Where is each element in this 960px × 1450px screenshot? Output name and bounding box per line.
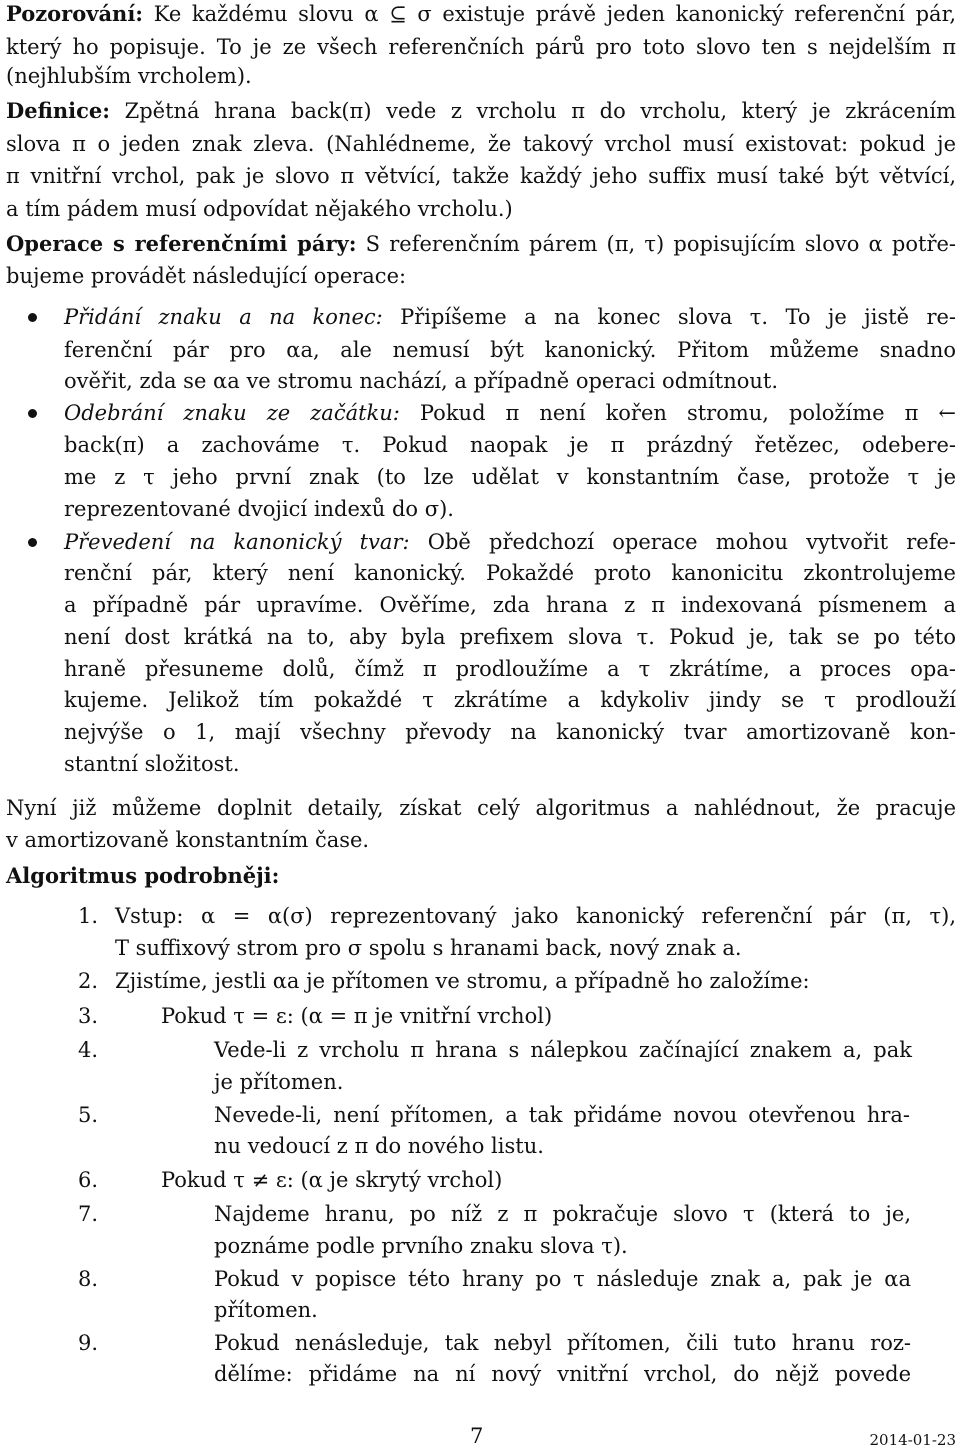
bullet-3-line-3: a případně pár upravíme. Ověříme, zda hrana z π indexovaná písmenem a [64,593,956,617]
operace-title: Operace s referenčními páry: [6,231,357,256]
step-4-line-2: je přítomen. [214,1070,344,1094]
bullet-3-term: Převedení na kanonický tvar: [64,530,410,554]
step-8-line-2: přítomen. [214,1298,318,1322]
step-3-line-1: Pokud τ = ε: (α = π je vnitřní vrchol) [161,1004,553,1028]
bullet-1-line-3: ověřit, zda se αa ve stromu nachází, a případně operaci odmítnout. [64,369,779,393]
step-number: 4. [78,1038,99,1062]
bullet-3-line-8: stantní složitost. [64,752,240,776]
step-7-line-1: Najdeme hranu, po níž z π pokračuje slovo τ (která to je, [214,1202,911,1226]
definice-line-3: π vnitřní vrchol, pak je slovo π větvící, takže každý jeho suffix musí také být větvící, [6,164,956,188]
step-2-line-1: Zjistíme, jestli αa je přítomen ve stromu, a případně ho založíme: [115,969,810,993]
bullet-3-line-7: nejvýše o 1, mají všechny převody na kanonický tvar amortizovaně kon- [64,720,956,744]
nyni-line-1: Nyní již můžeme doplnit detaily, získat celý algoritmus a nahlédnout, že pracuje [6,796,956,820]
bullet-1-term: Přidání znaku a na konec: [64,305,383,329]
step-number: 2. [78,969,99,993]
footer-date: 2014-01-23 [869,1431,956,1449]
definice-title: Definice: [6,98,110,123]
step-9-line-2: dělíme: přidáme na ní nový vnitřní vrchol, do nějž povede [214,1362,911,1386]
page-number: 7 [470,1424,484,1448]
step-number: 6. [78,1168,99,1192]
bullet-dot [28,538,37,547]
definice-line-2: slova π o jeden znak zleva. (Nahlédneme, že takový vrchol musí existovat: pokud je [6,132,956,156]
step-1-line-1: Vstup: α = α(σ) reprezentovaný jako kanonický referenční pár (π, τ), [115,904,956,928]
definice-line-4: a tím pádem musí odpovídat nějakého vrcholu.) [6,197,513,221]
step-9-line-1: Pokud nenásleduje, tak nebyl přítomen, čili tuto hranu roz- [214,1331,911,1355]
step-number: 3. [78,1004,99,1028]
bullet-3-line-5: hraně přesuneme dolů, čímž π prodloužíme a τ zkrátíme, a proces opa- [64,657,956,681]
bullet-2-term: Odebrání znaku ze začátku: [64,401,400,425]
pozorovani-line-2: který ho popisuje. To je ze všech referenčních párů pro toto slovo ten s nejdelším π [6,35,956,59]
step-6-line-1: Pokud τ ≠ ε: (α je skrytý vrchol) [161,1168,503,1192]
bullet-3-line-4: není dost krátká na to, aby byla prefixem slova τ. Pokud je, tak se po této [64,625,956,649]
algoritmus-title: Algoritmus podrobněji: [6,863,280,888]
step-number: 1. [78,904,99,928]
pozorovani-line-3: (nejhlubším vrcholem). [6,64,252,88]
step-1-line-2: T suffixový strom pro σ spolu s hranami back, nový znak a. [115,936,742,960]
pozorovani-title: Pozorování: [6,1,144,26]
bullet-2-line-4: reprezentované dvojicí indexů do σ). [64,497,454,521]
step-8-line-1: Pokud v popisce této hrany po τ následuje znak a, pak je αa [214,1267,911,1291]
bullet-3-line-6: kujeme. Jelikož tím pokaždé τ zkrátíme a kdykoliv jindy se τ prodlouží [64,688,956,712]
bullet-3-line-2: renční pár, který není kanonický. Pokaždé proto kanonicitu zkontrolujeme [64,561,956,585]
bullet-2-line-3: me z τ jeho první znak (to lze udělat v konstantním čase, protože τ je [64,465,956,489]
step-4-line-1: Vede-li z vrcholu π hrana s nálepkou začínající znakem a, pak [214,1038,912,1062]
bullet-1-line-1: Přidání znaku a na konec: Připíšeme a na konec slova τ. To je jistě re- [64,305,956,329]
step-5-line-2: nu vedoucí z π do nového listu. [214,1134,544,1158]
step-number: 5. [78,1103,99,1127]
bullet-2-line-2: back(π) a zachováme τ. Pokud naopak je π prázdný řetězec, odebere- [64,433,956,457]
pozorovani-line-1: Pozorování: Ke každému slovu α ⊆ σ existuje právě jeden kanonický referenční pár, [6,1,956,26]
nyni-line-2: v amortizovaně konstantním čase. [6,828,370,852]
step-5-line-1: Nevede-li, není přítomen, a tak přidáme novou otevřenou hra- [214,1103,910,1127]
step-number: 7. [78,1202,99,1226]
definice-line-1: Definice: Zpětná hrana back(π) vede z vrcholu π do vrcholu, který je zkrácením [6,98,956,123]
operace-line-1: Operace s referenčními páry: S referenčním párem (π, τ) popisujícím slovo α potře- [6,231,957,256]
bullet-2-line-1: Odebrání znaku ze začátku: Pokud π není kořen stromu, položíme π ← [64,401,956,425]
bullet-3-line-1: Převedení na kanonický tvar: Obě předchozí operace mohou vytvořit refe- [64,530,956,554]
bullet-1-line-2: ferenční pár pro αa, ale nemusí být kanonický. Přitom můžeme snadno [64,338,956,362]
step-7-line-2: poznáme podle prvního znaku slova τ). [214,1234,628,1258]
bullet-dot [28,313,37,322]
step-number: 8. [78,1267,99,1291]
bullet-dot [28,409,37,418]
operace-line-2: bujeme provádět následující operace: [6,264,407,288]
step-number: 9. [78,1331,99,1355]
